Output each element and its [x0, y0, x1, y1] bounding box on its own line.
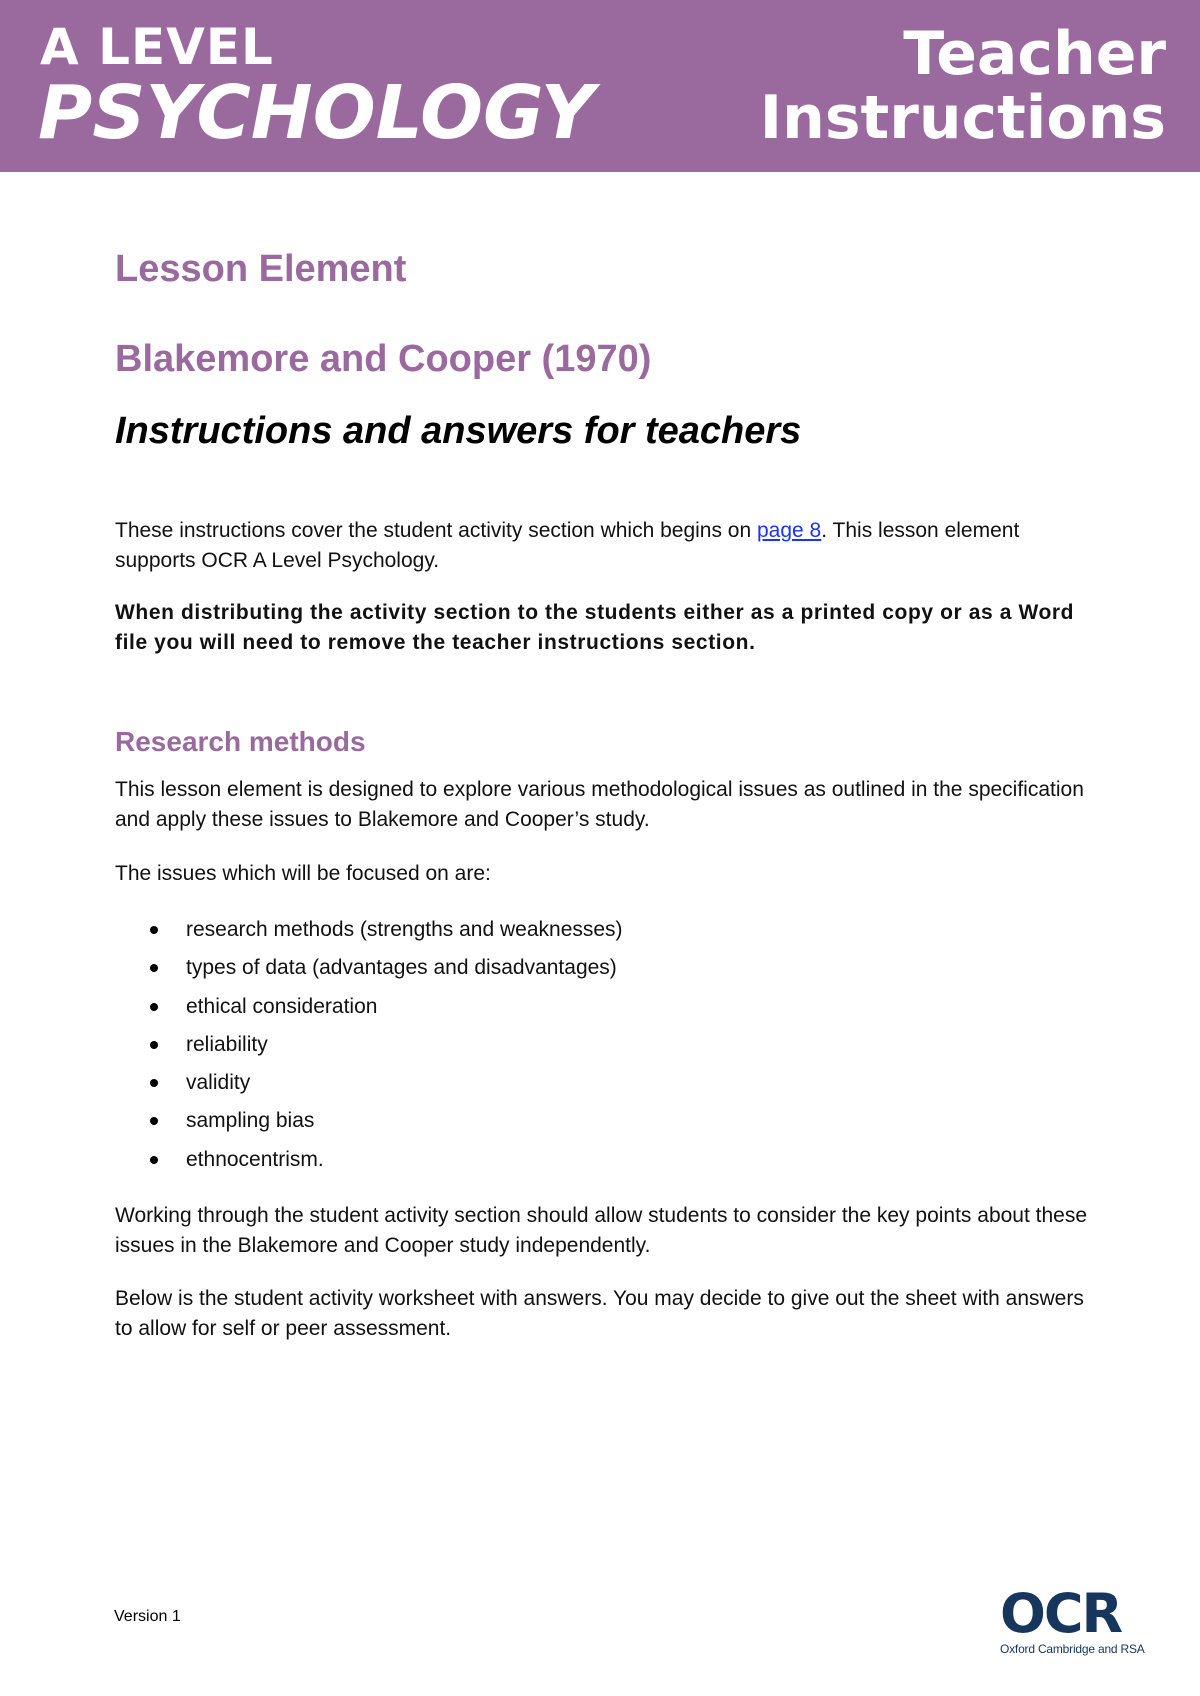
list-item-text: validity	[186, 1071, 251, 1095]
ocr-logo-tagline: Oxford Cambridge and RSA	[1000, 1642, 1145, 1656]
bullet-icon	[150, 1003, 158, 1011]
document-type-line2: Instructions	[759, 83, 1166, 153]
list-item-text: types of data (advantages and disadvantages)	[186, 956, 617, 980]
list-item-text: sampling bias	[186, 1109, 315, 1133]
distribution-note: When distributing the activity section to the students either as a printed copy or as a Word file you will need to remove the teacher instructions section.	[115, 601, 1075, 654]
list-item	[150, 1064, 623, 1102]
bullet-icon	[150, 1117, 158, 1125]
intro-paragraph	[115, 516, 1090, 576]
page-title: Blakemore and Cooper (1970)	[115, 338, 652, 380]
bullet-icon	[150, 1156, 158, 1164]
ocr-logo	[1000, 1582, 1160, 1658]
list-item-text: ethical consideration	[186, 994, 378, 1018]
document-type	[759, 19, 1166, 153]
brand-level: A LEVEL	[40, 18, 274, 76]
header-banner	[0, 0, 1200, 172]
working-paragraph: Working through the student activity section should allow students to consider the key points about these issues in the Blakemore and Cooper study independently.	[115, 1204, 1088, 1257]
bullet-icon	[150, 1079, 158, 1087]
list-item	[150, 949, 623, 987]
document-type-line1: Teacher	[903, 19, 1166, 89]
list-item	[150, 1102, 623, 1140]
issues-list	[150, 911, 623, 1179]
bullet-icon	[150, 1041, 158, 1049]
version-label: Version 1	[114, 1608, 181, 1625]
research-paragraph: This lesson element is designed to explore various methodological issues as outlined in the specification and apply these issues to Blakemore and Cooper’s study.	[115, 778, 1084, 831]
list-item	[150, 1026, 623, 1064]
list-item	[150, 911, 623, 949]
list-item	[150, 988, 623, 1026]
page-8-link[interactable]: page 8	[757, 519, 822, 542]
lesson-heading: Lesson Element	[115, 248, 407, 290]
list-item-text: research methods (strengths and weaknesses)	[186, 918, 623, 941]
intro-text-end: . This lesson element supports OCR A Level Psychology.	[115, 519, 1020, 572]
brand-subject: PSYCHOLOGY	[38, 70, 595, 156]
intro-text-start: These instructions cover the student activity section which begins on	[115, 519, 757, 542]
list-item-text: ethnocentrism.	[186, 1147, 324, 1171]
research-methods-heading: Research methods	[115, 726, 366, 757]
page-subtitle: Instructions and answers for teachers	[115, 410, 802, 452]
worksheet-paragraph: Below is the student activity worksheet with answers. You may decide to give out the sheet with answers to allow for self or peer assessment.	[115, 1287, 1084, 1340]
list-item	[150, 1141, 623, 1179]
list-item-text: reliability	[186, 1032, 268, 1056]
issues-intro: The issues which will be focused on are:	[115, 862, 491, 885]
bullet-icon	[150, 926, 158, 934]
ocr-logo-word: OCR	[1000, 1582, 1122, 1645]
bullet-icon	[150, 964, 158, 972]
